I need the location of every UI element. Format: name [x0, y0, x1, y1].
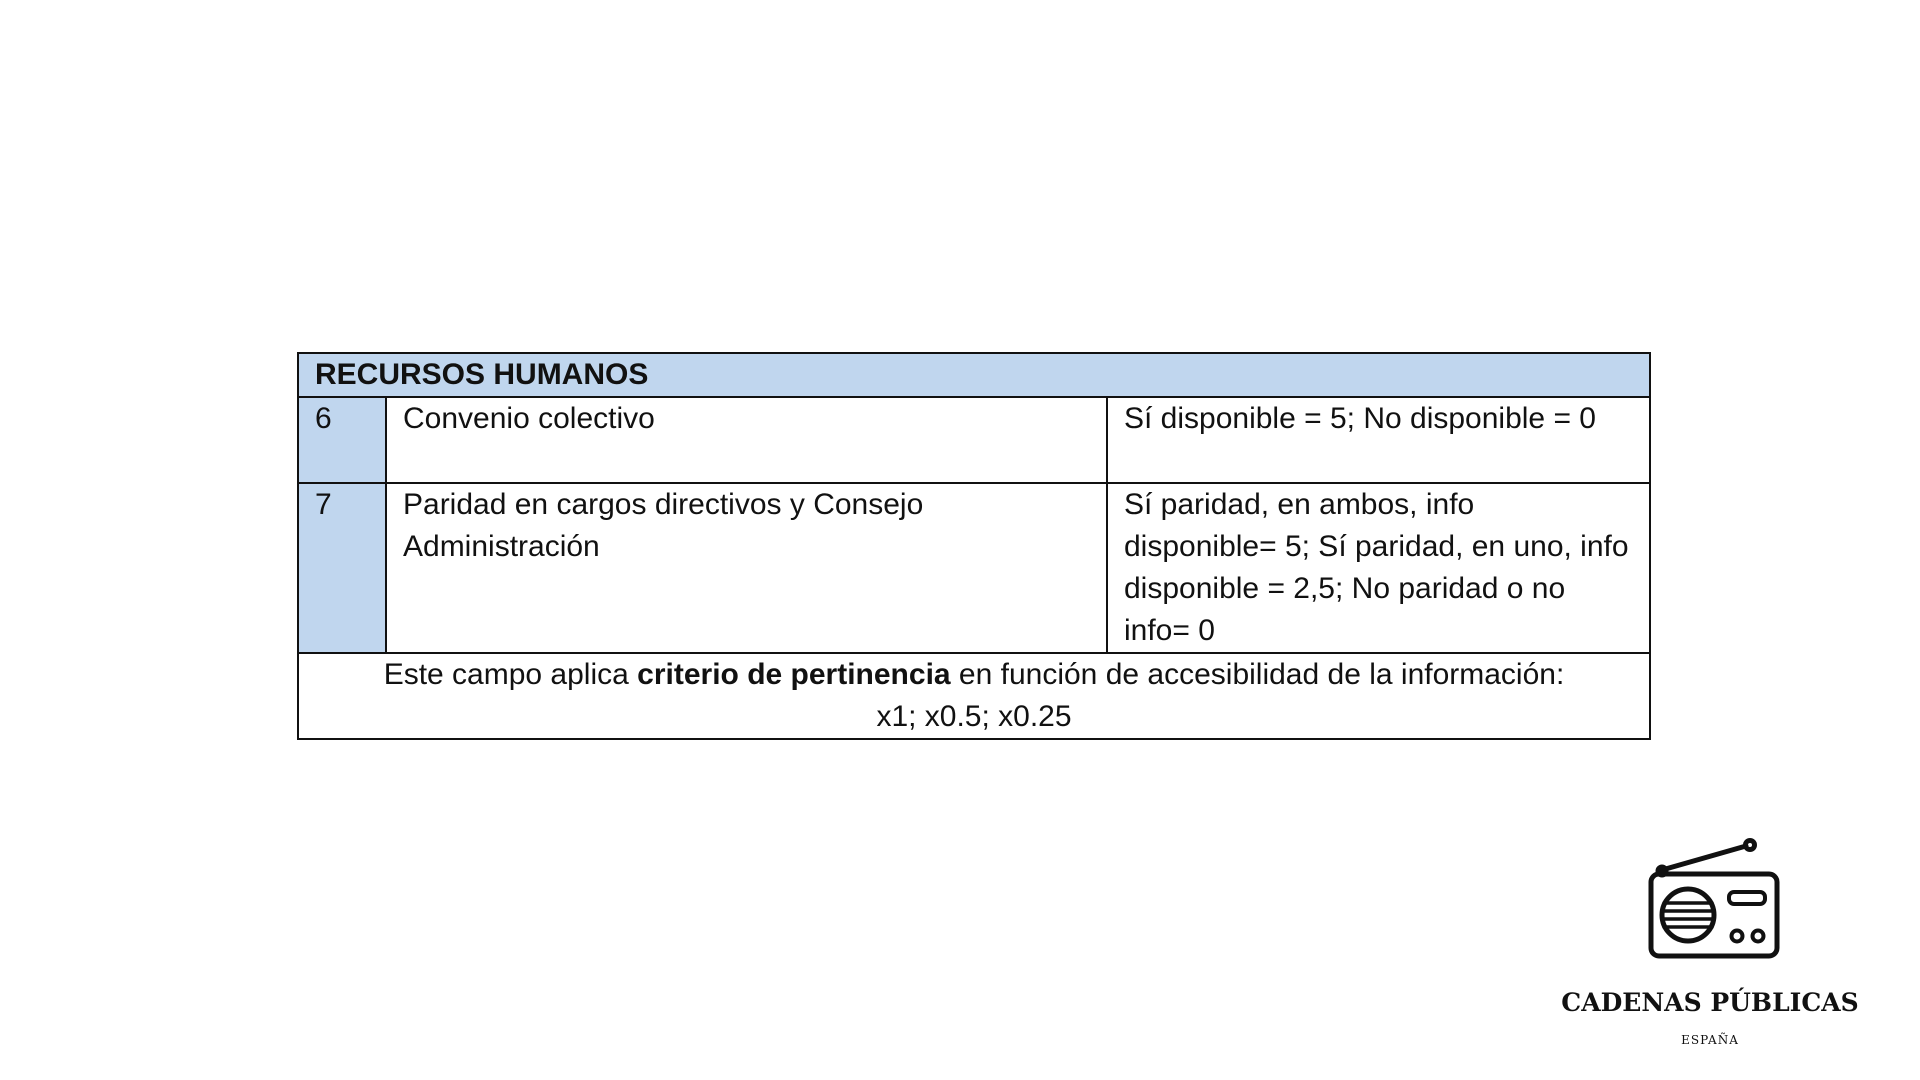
scoring-cell: Sí disponible = 5; No disponible = 0 — [1107, 397, 1650, 483]
footer-note-line — [315, 654, 1633, 696]
footer-note — [298, 653, 1650, 739]
footer-row — [298, 653, 1650, 739]
footer-text-after: en función de accesibilidad de la información: — [950, 658, 1565, 691]
logo-name: CADENAS PÚBLICAS — [1561, 988, 1859, 1017]
table-row — [298, 483, 1650, 653]
section-title: RECURSOS HUMANOS — [298, 353, 1650, 397]
criterion-cell: Convenio colectivo — [386, 397, 1107, 483]
radio-icon — [1640, 836, 1780, 960]
table-row — [298, 397, 1650, 483]
brand-logo — [1560, 836, 1860, 1047]
logo-subtitle: ESPAÑA — [1681, 1033, 1739, 1047]
footer-text-before: Este campo aplica — [383, 658, 638, 691]
footer-multipliers: x1; x0.5; x0.25 — [876, 700, 1072, 733]
criterion-cell: Paridad en cargos directivos y Consejo Administración — [386, 483, 1107, 653]
footer-text-bold: criterio de pertinencia — [637, 658, 951, 691]
section-header-row — [298, 353, 1650, 397]
criteria-table — [297, 352, 1651, 740]
scoring-cell: Sí paridad, en ambos, info disponible= 5; Sí paridad, en uno, info disponible = 2,5; No paridad o no info= 0 — [1107, 483, 1650, 653]
row-number: 6 — [298, 397, 386, 483]
row-number: 7 — [298, 483, 386, 653]
